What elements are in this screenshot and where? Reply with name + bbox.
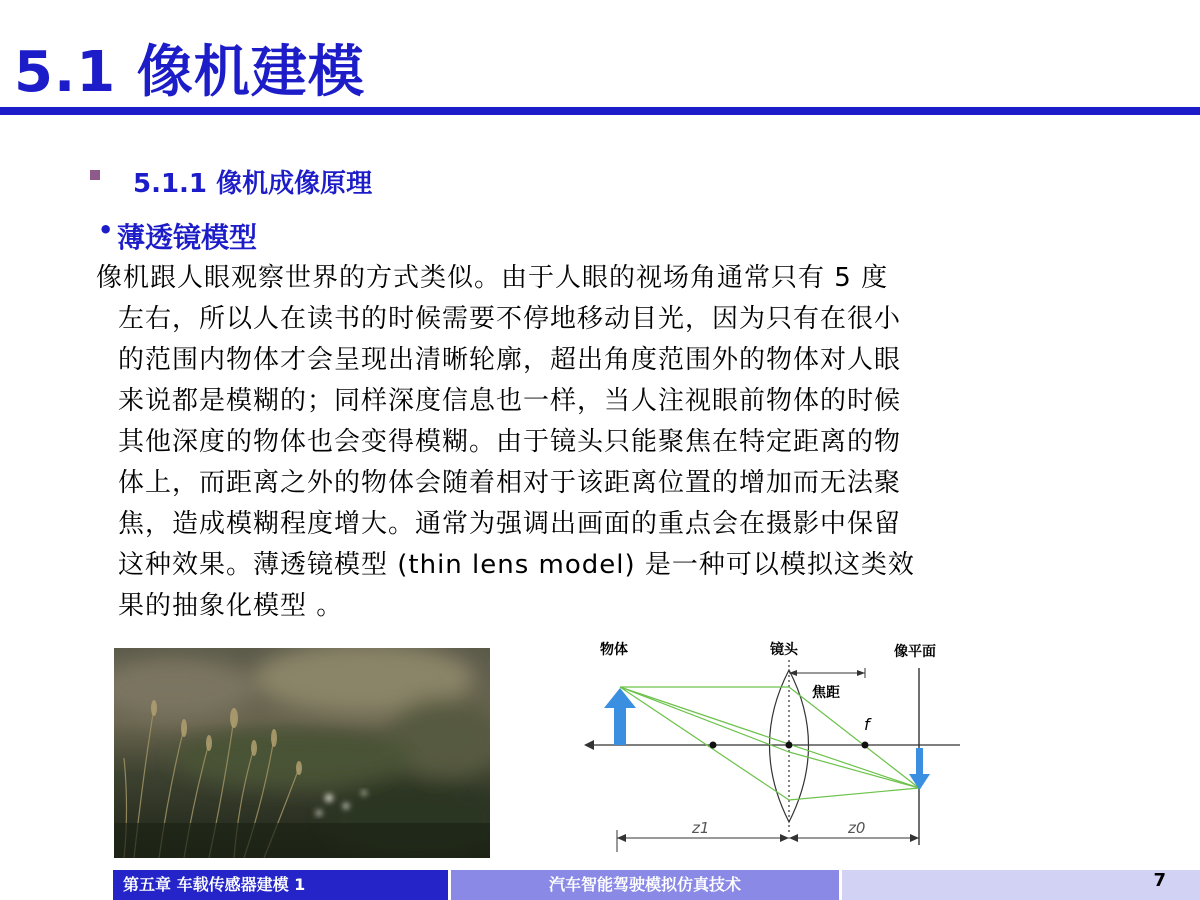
footer-bar <box>0 870 1200 900</box>
paragraph-line: 来说都是模糊的；同样深度信息也一样，当人注视眼前物体的时候 <box>118 386 902 416</box>
axis-arrow-icon <box>584 740 594 750</box>
model-heading: 薄透镜模型 <box>117 221 258 254</box>
label-focal-length: 焦距 <box>812 685 840 701</box>
thin-lens-diagram <box>580 630 970 858</box>
paragraph-line: 像机跟人眼观察世界的方式类似。由于人眼的视场角通常只有 5 度 <box>96 263 889 293</box>
label-f: f <box>864 715 870 734</box>
paragraph-line: 果的抽象化模型 。 <box>118 591 344 621</box>
paragraph-line: 这种效果。薄透镜模型 (thin lens model) 是一种可以模拟这类效 <box>118 550 915 580</box>
section-subheading: 5.1.1 像机成像原理 <box>133 169 373 199</box>
footer-course: 汽车智能驾驶模拟仿真技术 <box>451 870 839 900</box>
title-underline <box>0 107 1200 115</box>
footer-lead <box>0 870 113 900</box>
square-bullet-icon <box>90 170 100 180</box>
footer-tail <box>842 870 1200 900</box>
lens-center-point <box>786 742 793 749</box>
image-arrow-icon <box>916 748 923 774</box>
focal-point-left <box>710 742 717 749</box>
label-lens: 镜头 <box>770 642 798 658</box>
paragraph-line: 焦，造成模糊程度增大。通常为强调出画面的重点会在摄影中保留 <box>118 509 902 539</box>
label-z1: z1 <box>692 819 710 837</box>
depth-of-field-photo <box>114 648 490 858</box>
object-arrow-icon <box>614 708 626 745</box>
dot-bullet-icon: • <box>98 216 114 244</box>
paragraph-line: 左右，所以人在读书的时候需要不停地移动目光，因为只有在很小 <box>118 304 902 334</box>
focal-point-right <box>862 742 869 749</box>
label-image-plane: 像平面 <box>894 644 936 660</box>
footer-chapter: 第五章 车载传感器建模 1 <box>113 870 448 900</box>
page-number: 7 <box>1153 870 1166 891</box>
label-object: 物体 <box>600 642 628 658</box>
slide-title: 5.1 像机建模 <box>14 40 365 105</box>
label-z0: z0 <box>848 819 866 837</box>
body-paragraph <box>96 258 915 627</box>
paragraph-line: 体上，而距离之外的物体会随着相对于该距离位置的增加而无法聚 <box>118 468 902 498</box>
paragraph-line: 其他深度的物体也会变得模糊。由于镜头只能聚焦在特定距离的物 <box>118 427 902 457</box>
paragraph-line: 的范围内物体才会呈现出清晰轮廓，超出角度范围外的物体对人眼 <box>118 345 902 375</box>
